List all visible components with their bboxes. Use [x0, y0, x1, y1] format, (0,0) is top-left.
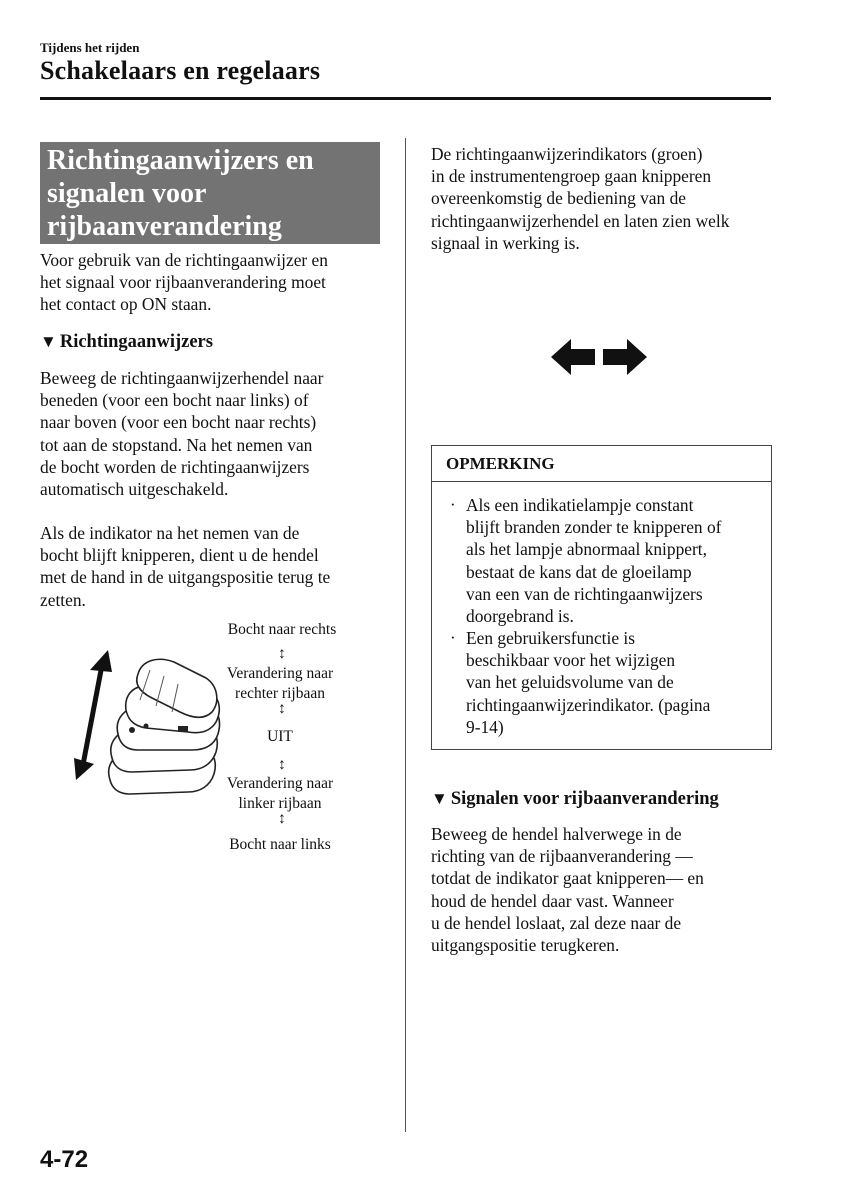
text-line: 9-14)	[466, 716, 504, 737]
paragraph-turn-signals	[40, 367, 323, 500]
text-line: het signaal voor rijbaanverandering moet	[40, 272, 326, 293]
text-line: naar boven (voor een bocht naar rechts)	[40, 412, 317, 433]
label-line: rechter rijbaan	[235, 685, 325, 702]
left-arrow-icon	[551, 339, 595, 375]
text-line: Beweeg de hendel halverwege in de	[431, 824, 682, 844]
paragraph-lane-change	[431, 823, 704, 956]
page-title: Schakelaars en regelaars	[40, 56, 321, 85]
page-number: 4-72	[40, 1146, 89, 1173]
label-line: Verandering naar	[226, 665, 334, 682]
section-heading-line: rijbaanverandering	[47, 211, 282, 242]
up-down-arrow-icon: ↕	[278, 645, 286, 662]
text-line: doorgebrand is.	[466, 606, 574, 627]
subheading-text: Signalen voor rijbaanverandering	[450, 789, 719, 809]
text-line: automatisch uitgeschakeld.	[40, 479, 229, 500]
text-line: bestaat de kans dat de gloeilamp	[466, 561, 692, 582]
text-line: Als een indikatielampje constant	[466, 495, 694, 515]
subheading-lane-change	[431, 789, 719, 810]
turn-indicator-icons	[549, 337, 649, 377]
text-line: het contact op ON staan.	[40, 294, 212, 315]
intro-paragraph	[40, 249, 328, 316]
label-turn-right: Bocht naar rechts	[227, 621, 337, 638]
up-down-arrow-icon: ↕	[278, 810, 286, 827]
column-divider	[405, 138, 406, 1132]
text-line: bocht blijft knipperen, dient u de hendel	[40, 545, 319, 566]
text-line: Voor gebruik van de richtingaanwijzer en	[40, 250, 328, 270]
note-bullet-1	[466, 494, 721, 627]
text-line: met de hand in de uitgangspositie terug te	[40, 567, 331, 588]
lever-illustration	[60, 630, 230, 830]
label-change-left-lane	[218, 774, 342, 814]
subheading-text: Richtingaanwijzers	[59, 332, 213, 352]
triangle-down-icon: ▼	[431, 789, 448, 808]
bullet: ·	[450, 628, 456, 647]
text-line: richtingaanwijzerindikator. (pagina	[466, 694, 711, 715]
text-line: uitgangspositie terugkeren.	[431, 935, 620, 956]
up-down-arrow-icon: ↕	[278, 756, 286, 773]
text-line: tot aan de stopstand. Na het nemen van	[40, 434, 313, 455]
text-line: Beweeg de richtingaanwijzerhendel naar	[40, 368, 324, 388]
text-line: als het lampje abnormaal knippert,	[466, 539, 707, 560]
label-change-right-lane	[218, 664, 342, 704]
text-line: richtingaanwijzerhendel en laten zien welk	[431, 210, 730, 231]
right-arrow-icon	[603, 339, 647, 375]
note-bullet-2	[466, 627, 710, 738]
text-line: overeenkomstig de bediening van de	[431, 188, 686, 209]
label-line: linker rijbaan	[238, 795, 322, 812]
paragraph-manual-reset	[40, 522, 330, 611]
text-line: u de hendel loslaat, zal deze naar de	[431, 912, 682, 933]
text-line: zetten.	[40, 589, 86, 610]
section-heading-line: Richtingaanwijzers en	[47, 145, 314, 176]
text-line: in de instrumentengroep gaan knipperen	[431, 166, 712, 187]
text-line: Als de indikator na het nemen van de	[40, 523, 300, 543]
header-rule	[40, 97, 771, 100]
note-divider	[431, 481, 772, 482]
section-heading-box	[40, 142, 380, 244]
indicator-paragraph	[431, 143, 729, 254]
section-label: Tijdens het rijden	[40, 40, 140, 55]
section-heading-line: signalen voor	[47, 178, 207, 209]
text-line: De richtingaanwijzerindikators (groen)	[431, 144, 703, 164]
label-turn-left: Bocht naar links	[229, 836, 331, 853]
text-line: beneden (voor een bocht naar links) of	[40, 390, 309, 411]
label-off: UIT	[267, 728, 293, 745]
text-line: van het geluidsvolume van de	[466, 672, 674, 693]
up-down-arrow-icon: ↕	[278, 700, 286, 717]
note-title: OPMERKING	[446, 454, 555, 473]
text-line: totdat de indikator gaat knipperen— en	[431, 868, 704, 889]
text-line: Een gebruikersfunctie is	[466, 628, 636, 648]
label-line: Verandering naar	[226, 775, 334, 792]
text-line: van een van de richtingaanwijzers	[466, 583, 703, 604]
text-line: richting van de rijbaanverandering —	[431, 846, 693, 867]
triangle-down-icon: ▼	[40, 332, 57, 351]
text-line: de bocht worden de richtingaanwijzers	[40, 456, 310, 477]
double-arrow-icon	[74, 650, 112, 780]
text-line: houd de hendel daar vast. Wanneer	[431, 890, 674, 911]
text-line: blijft branden zonder te knipperen of	[466, 517, 722, 538]
subheading-turn-signals	[40, 332, 213, 353]
text-line: beschikbaar voor het wijzigen	[466, 650, 676, 671]
text-line: signaal in werking is.	[431, 232, 580, 253]
bullet: ·	[450, 495, 456, 514]
